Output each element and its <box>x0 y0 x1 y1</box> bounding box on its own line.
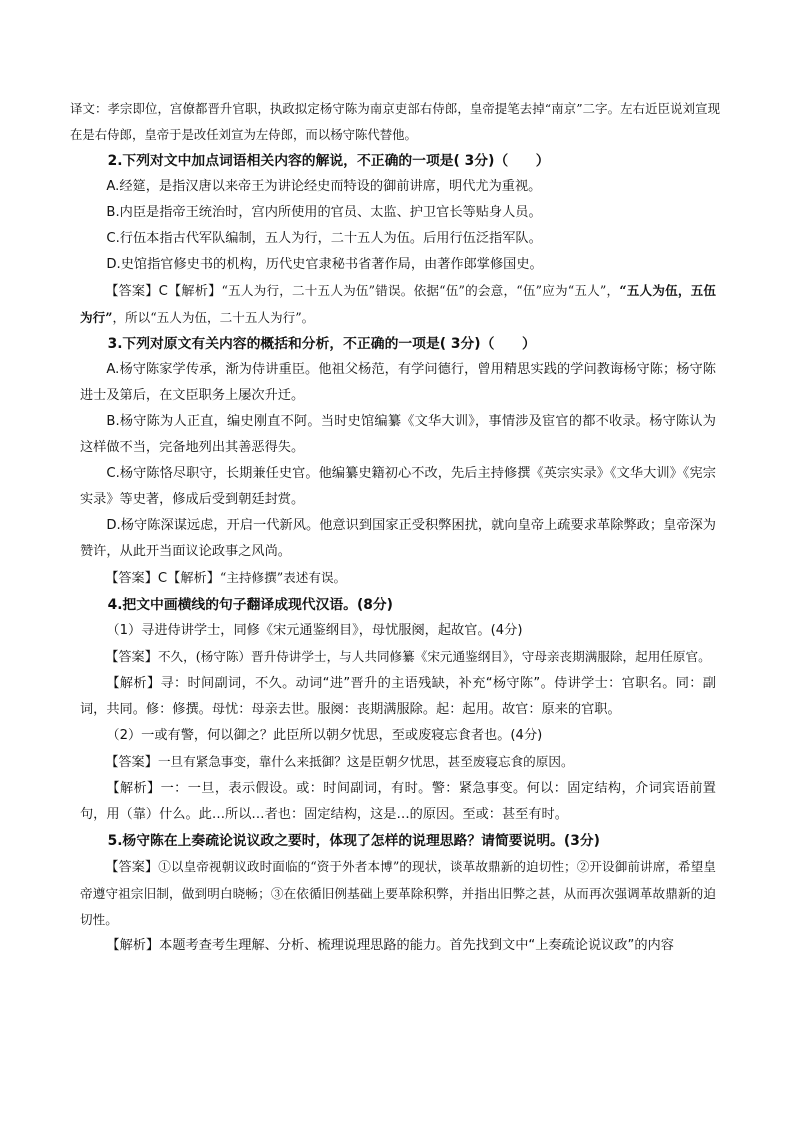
question-2-answer-text-1: “五人为行，二十五人为伍”错误。依据“伍”的会意，“伍”应为“五人”， <box>221 283 620 298</box>
question-2-option-d: D.史馆指官修史书的机构，历代史官隶秘书省著作局，由著作郎掌修国史。 <box>106 257 543 272</box>
question-3-answer-tag: 【答案】C【解析】 <box>105 571 220 586</box>
question-4-sentence-2: （2）一或有警，何以御之？此臣所以朝夕忧思，至或废寝忘食者也。(4分) <box>106 728 543 743</box>
question-4-title: 4.把文中画横线的句子翻译成现代汉语。(8分) <box>107 597 393 613</box>
question-2-title: 2.下列对文中加点词语相关内容的解说，不正确的一项是( 3分)（ ） <box>107 153 550 169</box>
question-5-answer-tag: 【答案】 <box>105 860 159 875</box>
question-4-sentence-2-answer-tag: 【答案】 <box>105 755 158 770</box>
question-3-option-b: B.杨守陈为人正直，编史刚直不阿。当时史馆编纂《文华大训》，事情涉及宦官的都不收录。杨守陈认为这样做不当，完备地列出其善恶得失。 <box>80 414 716 455</box>
question-5-analysis: 【解析】本题考查考生理解、分析、梳理说理思路的能力。首先找到文中“上奏疏论说议政”的内容 <box>106 938 674 953</box>
question-2-answer-text-2: ，所以“五人为伍，二十五人为行”。 <box>112 310 315 325</box>
translation-paragraph: 译文：孝宗即位，宫僚都晋升官职，执政拟定杨守陈为南京吏部右侍郎，皇帝提笔去掉“南京”二字。左右近臣说刘宣现在是右侍郎，皇帝于是改任刘宣为左侍郎，而以杨守陈代替他。 <box>70 101 720 142</box>
question-4-sentence-2-answer-text: 一旦有紧急事变，靠什么来抵御？这是臣朝夕忧思，甚至废寝忘食的原因。 <box>157 754 574 769</box>
question-2-answer-tag: 【答案】C【解析】 <box>105 284 222 299</box>
question-4-sentence-1-analysis: 【解析】寻：时间副词，不久。动词“进”晋升的主语残缺，补充“杨守陈”。侍讲学士：官职名。同：副词，共同。修：修撰。母忧：母亲去世。服阕：丧期满服除。起：起用。故官：原来的官职。 <box>80 676 716 717</box>
question-3-option-d: D.杨守陈深谋远虑，开启一代新风。他意识到国家正受积弊困扰，就向皇帝上疏要求革除弊政；皇帝深为赞许，从此开当面议论政事之风尚。 <box>80 518 716 559</box>
question-2-option-b: B.内臣是指帝王统治时，宫内所使用的官员、太监、护卫官长等贴身人员。 <box>106 205 542 220</box>
question-3-title: 3.下列对原文有关内容的概括和分析，不正确的一项是( 3分)（ ） <box>107 336 536 352</box>
question-4-sentence-2-analysis: 【解析】一：一旦，表示假设。或：时间副词，有时。警：紧急事变。何以：固定结构，介词宾语前置句，用（靠）什么。此…所以…者也：固定结构，这是…的原因。至或：甚至有时。 <box>80 781 716 822</box>
question-4-sentence-1: （1）寻进侍讲学士，同修《宋元通鉴纲目》，母忧服阕，起故官。(4分) <box>106 623 523 638</box>
question-2-answer-bold: “五人为伍，五伍为行” <box>80 283 716 325</box>
question-5-answer <box>80 854 716 933</box>
question-3-answer <box>80 565 716 592</box>
question-4-sentence-1-answer-text: 不久，(杨守陈）晋升侍讲学士，与人共同修纂《宋元通鉴纲目》，守母亲丧期满服除，起用任原官。 <box>157 649 711 664</box>
question-4-sentence-2-answer <box>80 749 716 776</box>
question-5-title: 5.杨守陈在上奏疏论说议政之要时，体现了怎样的说理思路？请简要说明。(3分) <box>107 833 600 849</box>
question-3-option-c: C.杨守陈恪尽职守，长期兼任史官。他编纂史籍初心不改，先后主持修撰《英宗实录》《文华大训》《宪宗实录》等史著，修成后受到朝廷封赏。 <box>80 466 716 507</box>
question-2-answer <box>80 278 716 331</box>
document-page <box>70 96 720 959</box>
question-5-answer-text: ①以皇帝视朝议政时面临的“资于外者本博”的现状，谈革故鼎新的迫切性；②开设御前讲席，希望皇帝遵守祖宗旧制，做到明白晓畅；③在依循旧例基础上要革除积弊，并指出旧弊之甚，从而再次强调革故鼎新的迫切性。 <box>80 859 716 927</box>
question-4-sentence-1-answer <box>80 644 716 671</box>
question-3-option-a: A.杨守陈家学传承，渐为侍讲重臣。他祖父杨范，有学问德行，曾用精思实践的学问教诲杨守陈；杨守陈进士及第后，在文臣职务上屡次升迁。 <box>80 362 716 403</box>
question-3-answer-text: “主持修撰”表述有误。 <box>219 570 347 585</box>
question-2-option-a: A.经筵，是指汉唐以来帝王为讲论经史而特设的御前讲席，明代尤为重视。 <box>106 179 542 194</box>
question-4-sentence-1-answer-tag: 【答案】 <box>105 650 158 665</box>
question-2-option-c: C.行伍本指古代军队编制，五人为行，二十五人为伍。后用行伍泛指军队。 <box>106 231 542 246</box>
